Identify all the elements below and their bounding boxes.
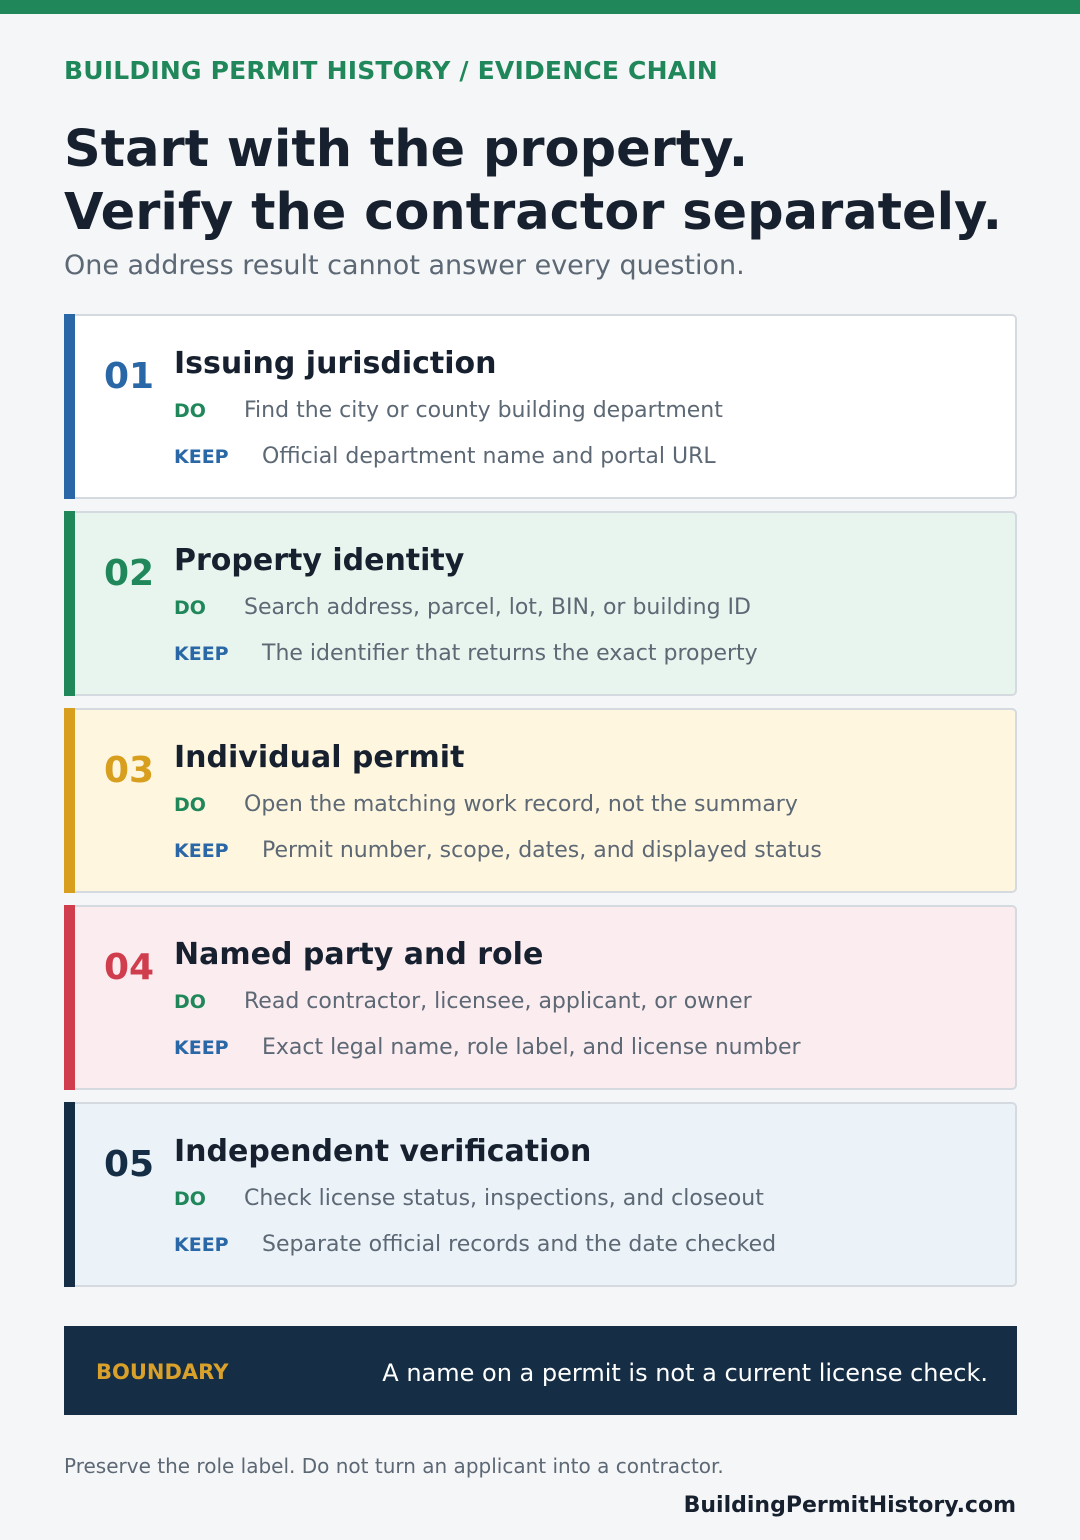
keep-text: Official department name and portal URL	[262, 444, 716, 469]
step-title: Individual permit	[174, 740, 465, 775]
step-number: 03	[104, 750, 155, 791]
footnote: Preserve the role label. Do not turn an applicant into a contractor.	[64, 1454, 724, 1478]
page-title-line-1: Start with the property.	[64, 120, 749, 179]
step-title: Independent verification	[174, 1134, 592, 1169]
top-accent-bar	[0, 0, 1080, 14]
do-text: Check license status, inspections, and closeout	[244, 1186, 764, 1211]
do-label: DO	[174, 400, 206, 422]
keep-label: KEEP	[174, 840, 229, 862]
step-accent-bar	[64, 1102, 75, 1287]
do-text: Search address, parcel, lot, BIN, or building ID	[244, 595, 751, 620]
step-number: 04	[104, 947, 155, 988]
step-number: 02	[104, 553, 155, 594]
do-label: DO	[174, 991, 206, 1013]
page-title	[64, 118, 1024, 244]
eyebrow-label: BUILDING PERMIT HISTORY / EVIDENCE CHAIN	[64, 56, 718, 85]
page-title-line-2: Verify the contractor separately.	[64, 183, 1003, 242]
step-accent-bar	[64, 314, 75, 499]
keep-text: Exact legal name, role label, and license number	[262, 1035, 801, 1060]
step-accent-bar	[64, 511, 75, 696]
keep-label: KEEP	[174, 1037, 229, 1059]
boundary-banner	[64, 1326, 1017, 1415]
keep-label: KEEP	[174, 446, 229, 468]
keep-label: KEEP	[174, 1234, 229, 1256]
step-title: Named party and role	[174, 937, 544, 972]
do-label: DO	[174, 1188, 206, 1210]
step-number: 01	[104, 356, 155, 397]
step-number: 05	[104, 1144, 155, 1185]
keep-text: The identifier that returns the exact property	[262, 641, 758, 666]
step-card-named-party	[64, 905, 1017, 1090]
step-title: Property identity	[174, 543, 465, 578]
do-label: DO	[174, 794, 206, 816]
step-accent-bar	[64, 905, 75, 1090]
boundary-label: BOUNDARY	[96, 1360, 229, 1384]
step-card-individual-permit	[64, 708, 1017, 893]
site-name: BuildingPermitHistory.com	[683, 1493, 1016, 1518]
do-text: Find the city or county building department	[244, 398, 723, 423]
keep-label: KEEP	[174, 643, 229, 665]
do-label: DO	[174, 597, 206, 619]
step-card-issuing-jurisdiction	[64, 314, 1017, 499]
do-text: Read contractor, licensee, applicant, or owner	[244, 989, 752, 1014]
keep-text: Separate official records and the date checked	[262, 1232, 777, 1257]
step-card-property-identity	[64, 511, 1017, 696]
do-text: Open the matching work record, not the summary	[244, 792, 798, 817]
keep-text: Permit number, scope, dates, and displayed status	[262, 838, 822, 863]
step-title: Issuing jurisdiction	[174, 346, 497, 381]
boundary-text: A name on a permit is not a current license check.	[382, 1359, 988, 1387]
step-accent-bar	[64, 708, 75, 893]
page-subtitle: One address result cannot answer every question.	[64, 250, 745, 281]
step-card-independent-verification	[64, 1102, 1017, 1287]
